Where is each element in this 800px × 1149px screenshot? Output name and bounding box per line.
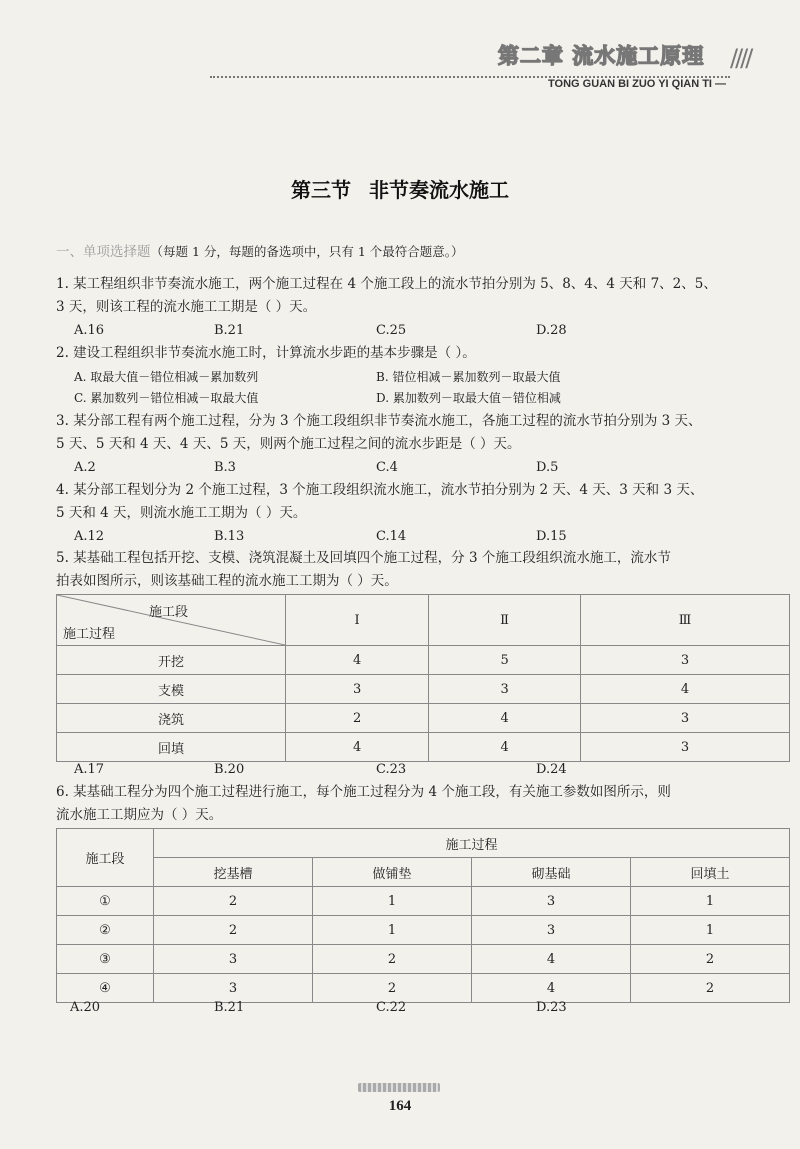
table-cell: 1 [313, 916, 472, 945]
q6-text-line2: 流水施工工期应为（ ）天。 [56, 807, 223, 823]
q6-row-name: ① [57, 887, 154, 916]
table-row [57, 733, 790, 762]
q5-option-c: C.23 [376, 762, 407, 777]
q6-row-name: ② [57, 916, 154, 945]
section-number: 第三节 [291, 178, 351, 202]
table-cell: 1 [631, 887, 790, 916]
table-cell: 1 [631, 916, 790, 945]
table-row [57, 974, 790, 1003]
q1-option-c: C.25 [376, 323, 407, 338]
q2-option-b: B. 错位相减－累加数列－取最大值 [376, 370, 561, 384]
q4-option-a: A.12 [74, 529, 105, 544]
header-subtitle: TONG GUAN BI ZUO YI QIAN TI — [548, 78, 727, 90]
q5-column-header: Ⅱ [429, 595, 581, 646]
q6-text-line1: 6. 某基础工程分为四个施工过程进行施工，每个施工过程分为 4 个施工段，有关施工参数如图所示，则 [56, 784, 671, 800]
q5-row-name: 回填 [57, 733, 286, 762]
part-hint: （每题 1 分，每题的备选项中，只有 1 个最符合题意。） [150, 244, 464, 259]
q2-option-c: C. 累加数列－错位相减－取最大值 [74, 391, 259, 405]
q5-text-line2: 拍表如图所示，则该基础工程的流水施工工期为（ ）天。 [56, 573, 398, 589]
table-row [57, 887, 790, 916]
table-cell: 3 [429, 675, 581, 704]
table-row [57, 704, 790, 733]
q5-option-b: B.20 [214, 762, 245, 777]
table-row [57, 646, 790, 675]
table-cell: 4 [286, 733, 429, 762]
q3-option-b: B.3 [214, 460, 236, 475]
q5-column-header: Ⅲ [581, 595, 790, 646]
q5-row-name: 浇筑 [57, 704, 286, 733]
q6-row-name: ③ [57, 945, 154, 974]
table-cell: 3 [286, 675, 429, 704]
table-cell: 3 [581, 704, 790, 733]
table-cell: 4 [429, 704, 581, 733]
q5-rhythm-table [56, 594, 790, 762]
q6-option-b: B.21 [214, 1000, 245, 1015]
q2-option-a: A. 取最大值－错位相减－累加数列 [74, 370, 259, 384]
q4-text-line2: 5 天和 4 天，则流水施工工期为（ ）天。 [56, 505, 307, 521]
table-cell: 2 [154, 916, 313, 945]
q1-option-b: B.21 [214, 323, 245, 338]
q4-option-d: D.15 [536, 529, 567, 544]
table-cell: 2 [631, 945, 790, 974]
q5-corner-bottom: 施工过程 [63, 627, 116, 642]
q5-table-corner-cell [57, 595, 286, 646]
table-cell: 2 [631, 974, 790, 1003]
table-cell: 4 [286, 646, 429, 675]
chapter-header: 第二章 流水施工原理 [498, 44, 705, 68]
header-slash-decoration-icon: //// [730, 44, 751, 72]
table-cell: 4 [581, 675, 790, 704]
table-row [57, 675, 790, 704]
q3-option-d: D.5 [536, 460, 559, 475]
q1-option-d: D.28 [536, 323, 567, 338]
table-cell: 4 [472, 974, 631, 1003]
table-cell: 2 [313, 974, 472, 1003]
table-cell: 4 [472, 945, 631, 974]
q6-row-header: 施工段 [57, 829, 154, 887]
table-cell: 4 [429, 733, 581, 762]
q6-column-header: 挖基槽 [154, 858, 313, 887]
q6-option-c: C.22 [376, 1000, 407, 1015]
q6-group-header: 施工过程 [154, 829, 790, 858]
q3-text-line2: 5 天、5 天和 4 天、4 天、5 天，则两个施工过程之间的流水步距是（ ）天。 [56, 436, 521, 452]
table-cell: 2 [154, 887, 313, 916]
q4-option-c: C.14 [376, 529, 407, 544]
q5-option-d: D.24 [536, 762, 567, 777]
table-cell: 3 [581, 646, 790, 675]
table-cell: 1 [313, 887, 472, 916]
table-row [57, 945, 790, 974]
q6-column-header: 砌基础 [472, 858, 631, 887]
q2-option-d: D. 累加数列－取最大值－错位相减 [376, 391, 561, 405]
q5-text-line1: 5. 某基础工程包括开挖、支模、浇筑混凝土及回填四个施工过程，分 3 个施工段组织流水施工，流水节 [56, 550, 671, 566]
table-cell: 3 [154, 974, 313, 1003]
q3-text-line1: 3. 某分部工程有两个施工过程，分为 3 个施工段组织非节奏流水施工，各施工过程的流水节拍分别为 3 天、 [56, 413, 702, 429]
q5-column-header: Ⅰ [286, 595, 429, 646]
table-cell: 2 [313, 945, 472, 974]
q6-column-header: 做铺垫 [313, 858, 472, 887]
q2-text-line1: 2. 建设工程组织非节奏流水施工时，计算流水步距的基本步骤是（ ）。 [56, 345, 476, 361]
q3-option-a: A.2 [74, 460, 96, 475]
q5-row-name: 开挖 [57, 646, 286, 675]
q1-text-line1: 1. 某工程组织非节奏流水施工，两个施工过程在 4 个施工段上的流水节拍分别为 5、8、4、4 天和 7、2、5、 [56, 276, 717, 292]
q6-option-d: D.23 [536, 1000, 567, 1015]
page-number: 164 [388, 1098, 412, 1114]
q6-row-name: ④ [57, 974, 154, 1003]
table-cell: 3 [581, 733, 790, 762]
q6-option-a: A.20 [70, 1000, 101, 1015]
table-cell: 3 [472, 887, 631, 916]
q3-option-c: C.4 [376, 460, 398, 475]
table-row [57, 916, 790, 945]
part-heading [56, 242, 464, 262]
q6-parameter-table [56, 828, 790, 1003]
section-title [0, 174, 800, 203]
q4-text-line1: 4. 某分部工程划分为 2 个施工过程，3 个施工段组织流水施工，流水节拍分别为 2 天、4 天、3 天和 3 天、 [56, 482, 704, 498]
q5-option-a: A.17 [74, 762, 105, 777]
q5-corner-top: 施工段 [149, 605, 189, 620]
table-cell: 5 [429, 646, 581, 675]
q5-row-name: 支模 [57, 675, 286, 704]
table-cell: 3 [472, 916, 631, 945]
table-cell: 2 [286, 704, 429, 733]
part-label: 一、单项选择题 [56, 244, 151, 260]
q4-option-b: B.13 [214, 529, 245, 544]
q6-column-header: 回填土 [631, 858, 790, 887]
q1-option-a: A.16 [74, 323, 105, 338]
q1-text-line2: 3 天，则该工程的流水施工工期是（ ）天。 [56, 299, 317, 315]
footer-decoration [358, 1083, 440, 1092]
section-name: 非节奏流水施工 [369, 178, 509, 202]
table-cell: 3 [154, 945, 313, 974]
